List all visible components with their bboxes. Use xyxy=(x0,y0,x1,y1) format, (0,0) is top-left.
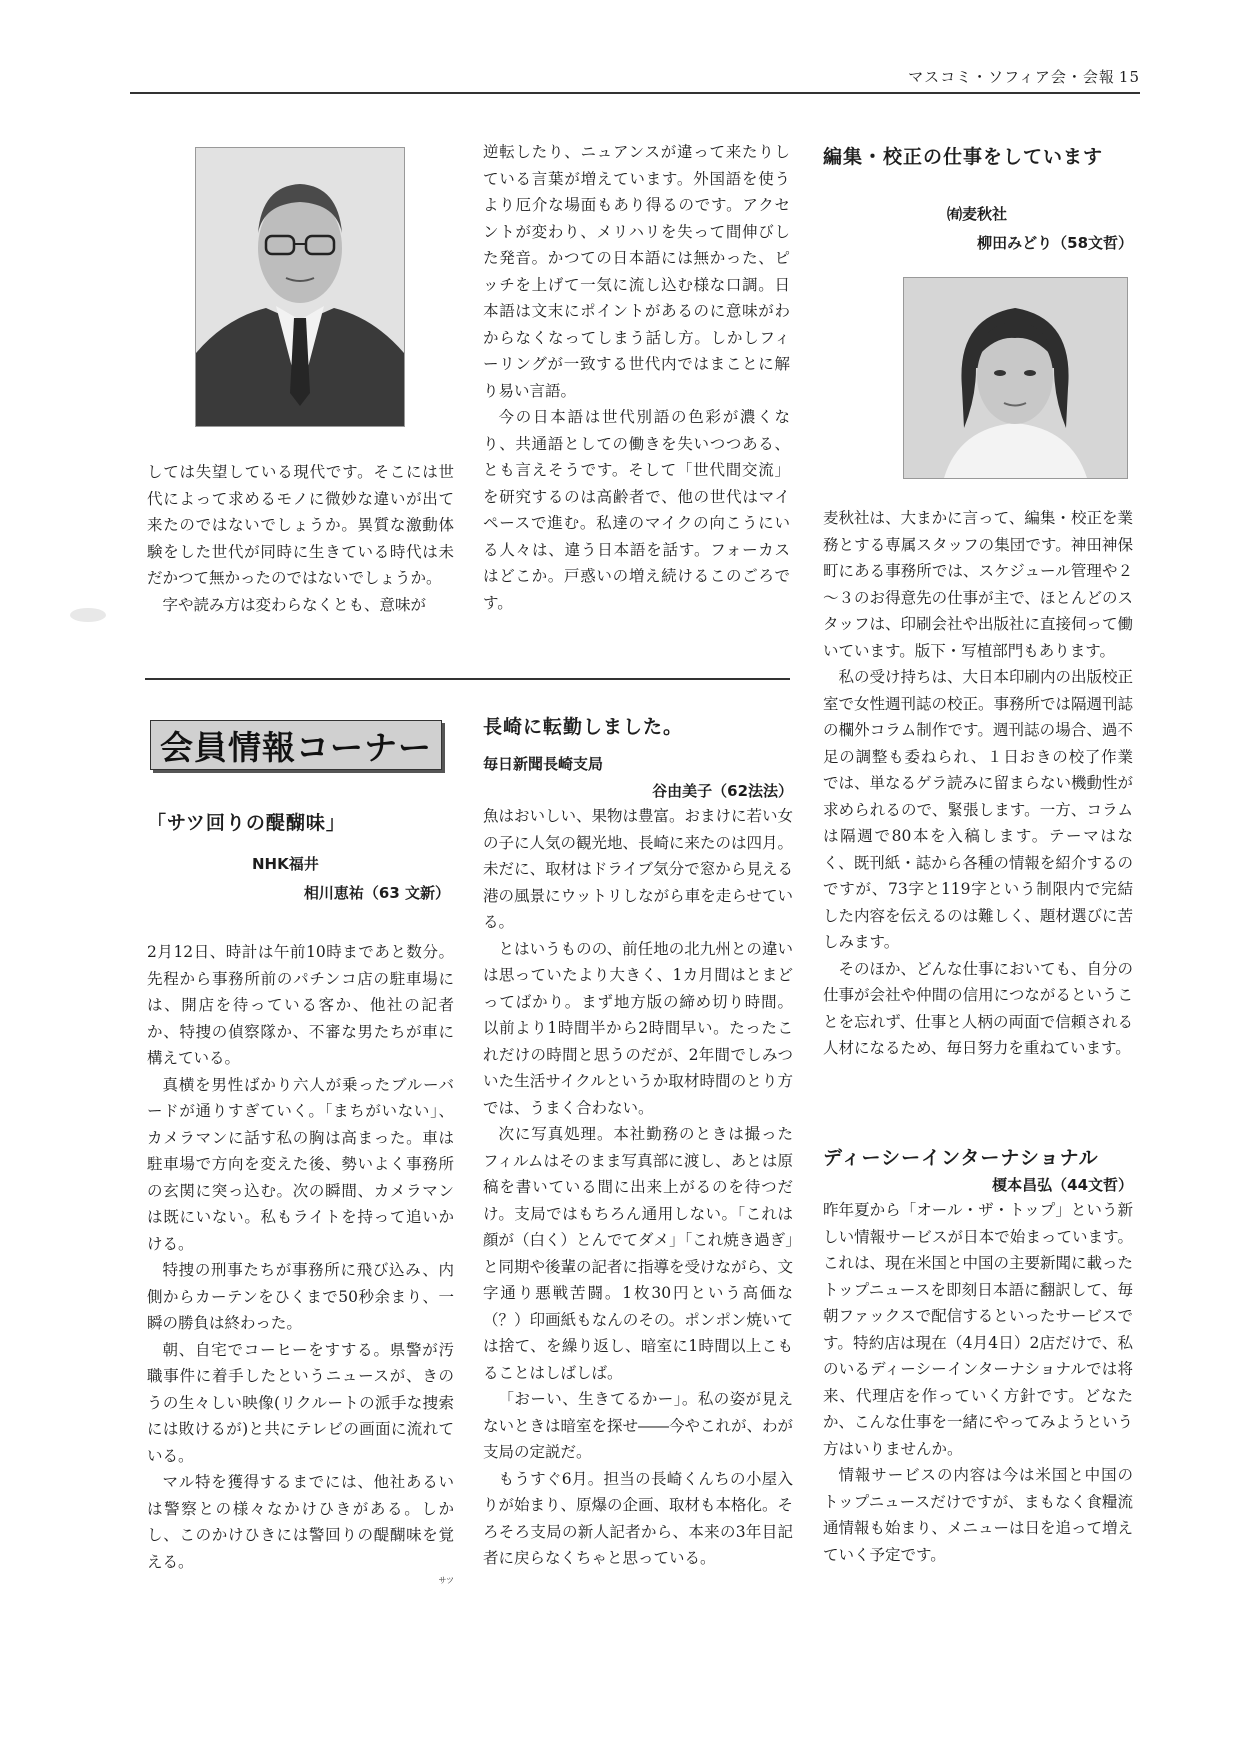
corner-title: 会員情報コーナー xyxy=(160,727,432,767)
article-body xyxy=(483,803,793,1572)
running-title: マスコミ・ソフィア会・会報 xyxy=(908,68,1115,86)
article-title: 編集・校正の仕事をしています xyxy=(823,146,1104,168)
article-affiliation: 毎日新聞長崎支局 xyxy=(483,755,604,773)
article-bakushu-body xyxy=(823,505,1133,1062)
paragraph: 「おーい、生きてるかー」。私の姿が見えないときは暗室を探せ――今やこれが、わが支局の定説だ。 xyxy=(483,1390,794,1461)
article-author: 谷由美子（62法法） xyxy=(652,782,793,800)
paragraph: そのほか、どんな仕事においても、自分の仕事が会社や仲間の信用につながるということを忘れず、仕事と人柄の両面で信頼される人材になるため、毎日努力を重ねています。 xyxy=(823,959,1134,1057)
paragraph: 今の日本語は世代別語の色彩が濃くなり、共通語としての働きを失いつつある、とも言えそうです。そして「世代間交流」を研究するのは高齢者で、他の世代はマイペースで進む。私達のマイクの向こうにいる人々は、違う日本語を話す。フォーカスはどこか。戸惑いの増え続けるこのごろです。 xyxy=(483,408,790,612)
member-info-corner-banner xyxy=(150,720,442,770)
top-left-column xyxy=(147,459,454,618)
page-number: 15 xyxy=(1118,68,1140,86)
paragraph: 次に写真処理。本社勤務のときは撮ったフィルムはそのまま写真部に渡し、あとは原稿を書いている間に出来上がるのを待つだけ。支局ではもちろん通用しない。「これは顔が（白く）とんでてダメ」「これ焼き過ぎ」と同期や後輩の記者に指導を受けながら、文字通り悪戦苦闘。1枚30円という高価な（？）印画紙もなんのその。ポンポン焼いては捨て、を繰り返し、暗室に1時間以上こもることはしばしば。 xyxy=(483,1125,794,1382)
running-header xyxy=(908,66,1140,87)
paragraph: 私の受け持ちは、大日本印刷内の出版校正室で女性週刊誌の校正。事務所では隔週刊誌の欄外コラム制作です。週刊誌の場合、過不足の調整も委ねられ、１日おきの校了作業では、単なるゲラ読みに留まらない機動性が求められるので、緊張します。一方、コラムは隔週で80本を入稿します。テーマはなく、既刊紙・誌から各種の情報を紹介するのですが、73字と119字という制限内で完結した内容を伝えるのは難しく、題材選びに苦しみます。 xyxy=(823,668,1134,951)
paragraph: 2月12日、時計は午前10時まであと数分。先程から事務所前のパチンコ店の駐車場には、開店を待っている客か、他社の記者か、特捜の偵察隊か、不審な男たちが車に構えている。 xyxy=(147,943,454,1067)
paragraph: 真横を男性ばかり六人が乗ったブルーバードが通りすぎていく。「まちがいない」、カメラマンに話す私の胸は高まった。車は駐車場で方向を変えた後、勢いよく事務所の玄関に突っ込む。次の瞬間、カメラマンは既にいない。私もライトを持って追いかける。 xyxy=(147,1075,454,1253)
paragraph: もうすぐ6月。担当の長崎くんちの小屋入りが始まり、原爆の企画、取材も本格化。そろそろ支局の新人記者から、本来の3年目記者に戻らなくちゃと思っている。 xyxy=(483,1469,794,1567)
paragraph: 麦秋社は、大まかに言って、編集・校正を業務とする専属スタッフの集団です。神田神保町にある事務所では、スケジュール管理や２～３のお得意先の仕事が主で、ほとんどのスタッフは、印刷会社や出版社に直接伺って働いています。版下・写植部門もあります。 xyxy=(823,509,1134,660)
article-title: ディーシーインターナショナル xyxy=(823,1147,1099,1169)
article-affiliation: ㈲麦秋社 xyxy=(947,205,1008,223)
paragraph: 特捜の刑事たちが事務所に飛び込み、内側からカーテンをひくまで50秒余まり、一瞬の勝負は終わった。 xyxy=(147,1261,454,1332)
article-author: 榎本昌弘（44文哲） xyxy=(992,1176,1133,1194)
paragraph: とはいうものの、前任地の北九州との違いは思っていたより大きく、1カ月間はとまどってばかり。まず地方版の締め切り時間。以前より1時間半から2時間早い。たったこれだけの時間と思うのだが、2年間でしみついた生活サイクルというか取材時間のとり方では、うまく合わない。 xyxy=(483,939,793,1117)
article-affiliation: NHK福井 xyxy=(252,855,319,873)
ruby-annotation: サツ xyxy=(438,1576,454,1585)
article-dc xyxy=(823,1143,1133,1568)
header-rule xyxy=(130,92,1140,94)
article-body xyxy=(823,1197,1133,1568)
article-author: 相川恵祐（63 文新） xyxy=(303,884,450,902)
portrait-photo-woman xyxy=(903,277,1128,479)
paragraph: マル特を獲得するまでには、他社あるいは警察との様々なかけひきがある。しかし、このかけひきには警回りの醍醐味を覚える。 xyxy=(147,1473,454,1571)
article-mainichi xyxy=(483,712,793,1572)
paragraph: 逆転したり、ニュアンスが違って来たりしている言葉が増えています。外国語を使うより厄介な場面もあり得るのです。アクセントが変わり、メリハリを失って間伸びした発音。かつての日本語には無かった、ピッチを上げて一気に流し込む様な口調。日本語は文末にポイントがあるのに意味がわからなくなってしまう話し方。しかしフィーリングが一致する世代内ではまことに解り易い言語。 xyxy=(483,143,790,400)
article-title: 「サツ回りの醍醐味」 xyxy=(147,812,346,834)
paragraph: しては失望している現代です。そこには世代によって求めるモノに微妙な違いが出て来たのではないでしょうか。異質な激動体験をした世代が同時に生きている時代は未だかつて無かったのではないでしょうか。 xyxy=(147,463,454,587)
paragraph: 朝、自宅でコーヒーをすする。県警が汚職事件に着手したというニュースが、きのうの生々しい映像(リクルートの派手な捜索には敗けるが)と共にテレビの画面に流れている。 xyxy=(147,1340,454,1465)
article-title: 長崎に転勤しました。 xyxy=(483,716,684,738)
paragraph: 昨年夏から「オール・ザ・トップ」という新しい情報サービスが日本で始まっています。これは、現在米国と中国の主要新聞に載ったトップニュースを即刻日本語に翻訳して、毎朝ファックスで配信するといったサービスです。特約店は現在（4月4日）2店だけで、私のいるディーシーインターナショナルでは将来、代理店を作っていく方針です。どなたか、こんな仕事を一緒にやってみようという方はいりませんか。 xyxy=(823,1201,1134,1458)
article-author: 柳田みどり（58文哲） xyxy=(977,234,1133,252)
paragraph: 魚はおいしい、果物は豊富。おまけに若い女の子に人気の観光地、長崎に来たのは四月。未だに、取材はドライブ気分で窓から見える港の風景にウットリしながら車を走らせている。 xyxy=(483,807,794,931)
top-middle-column xyxy=(483,139,790,616)
article-nhk xyxy=(147,808,454,1586)
paragraph: 情報サービスの内容は今は米国と中国のトップニュースだけですが、まもなく食糧流通情報も始まり、メニューは日を追って増えていく予定です。 xyxy=(823,1466,1134,1564)
portrait-photo-man xyxy=(195,147,405,427)
article-bakushu xyxy=(823,142,1133,253)
article-body xyxy=(147,939,454,1575)
paragraph: 字や読み方は変わらなくとも、意味が xyxy=(162,595,427,614)
margin-smudge xyxy=(70,608,106,622)
section-divider xyxy=(145,678,790,680)
